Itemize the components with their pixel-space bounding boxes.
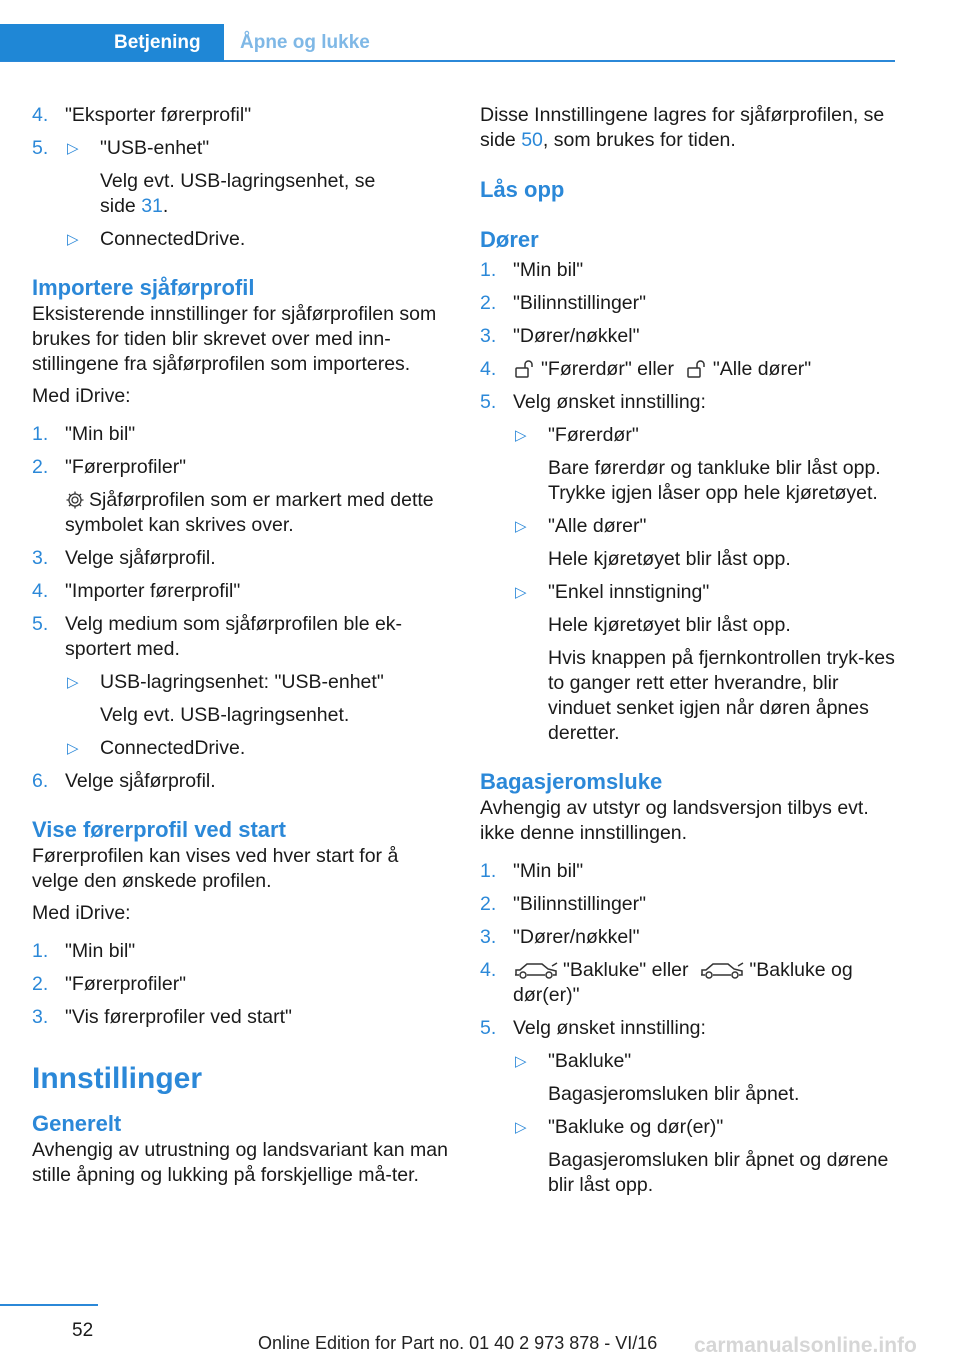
list-continuation: Bagasjeromsluken blir åpnet og dørene blir låst opp. <box>548 1149 889 1196</box>
list-item <box>480 291 896 316</box>
list-text: "Vis førerprofiler ved start" <box>65 1006 292 1028</box>
list-text: "Førerdør" <box>548 424 639 446</box>
sub-list-item <box>480 423 896 448</box>
list-number: 5. <box>32 613 49 635</box>
list-text: USB-lagringsenhet: "USB-enhet" <box>100 671 384 693</box>
list-text: "Førerprofiler" <box>65 456 187 478</box>
right-column <box>480 103 896 1198</box>
list-item <box>32 422 448 447</box>
list-number: 2. <box>480 893 497 915</box>
list-number: 2. <box>480 292 497 314</box>
unlock-icon <box>513 359 537 379</box>
car-trunk-icon <box>699 962 745 980</box>
bullet-triangle-icon: ▷ <box>67 140 79 157</box>
list-number: 3. <box>32 547 49 569</box>
bullet-triangle-icon: ▷ <box>515 584 527 601</box>
paragraph <box>480 103 896 153</box>
list-text: "Dører/nøkkel" <box>513 926 640 948</box>
list-text: Velg ønsket innstilling: <box>513 391 706 413</box>
list-continuation: Bagasjeromsluken blir åpnet. <box>548 1083 800 1105</box>
section-heading: Lås opp <box>480 177 565 202</box>
list-number: 1. <box>32 940 49 962</box>
list-item <box>480 258 896 283</box>
paragraph: Med iDrive: <box>32 902 131 924</box>
sub-list-item <box>480 580 896 605</box>
text: . <box>162 195 169 217</box>
list-text: Velge sjåførprofil. <box>65 770 216 792</box>
list-text: "Bilinnstillinger" <box>513 292 647 314</box>
list-item <box>32 939 448 964</box>
list-text: "Min bil" <box>513 860 584 882</box>
list-text: Velg ønsket innstilling: <box>513 1017 706 1039</box>
list-number: 4. <box>32 580 49 602</box>
edition-text: Online Edition for Part no. 01 40 2 973 878 - VI/16 <box>258 1333 658 1353</box>
list-text: "Bakluke" <box>548 1050 632 1072</box>
paragraph: Med iDrive: <box>32 385 131 407</box>
list-continuation: Velg evt. USB-lagringsenhet. <box>100 704 350 726</box>
list-number: 3. <box>480 325 497 347</box>
list-item <box>480 859 896 884</box>
list-continuation: Bare førerdør og tankluke blir låst opp. Trykke igjen låser opp hele kjøretøyet. <box>548 457 881 504</box>
list-item <box>32 1005 448 1030</box>
left-column <box>32 103 448 1195</box>
list-text: Velge sjåførprofil. <box>65 547 216 569</box>
page-link[interactable]: 31 <box>141 195 163 217</box>
gear-icon <box>65 490 85 510</box>
subsection-heading: Dører <box>480 227 539 252</box>
list-item <box>480 357 896 382</box>
list-text: "Alle dører" <box>548 515 647 537</box>
list-number: 1. <box>480 860 497 882</box>
list-note <box>32 488 448 538</box>
list-item <box>32 136 448 161</box>
paragraph: Førerprofilen kan vises ved hver start for å velge den ønskede profilen. <box>32 845 399 892</box>
section-heading: Vise førerprofil ved start <box>32 817 286 842</box>
list-number: 4. <box>32 104 49 126</box>
sub-list-item <box>32 227 448 252</box>
list-number: 3. <box>480 926 497 948</box>
list-text: "Min bil" <box>513 259 584 281</box>
page-header <box>0 24 895 62</box>
watermark: carmanualsonline.info <box>694 1334 917 1357</box>
list-number: 1. <box>32 423 49 445</box>
paragraph: Avhengig av utstyr og landsversjon tilbys evt. ikke denne innstillingen. <box>480 797 869 844</box>
sub-list-item <box>480 514 896 539</box>
unlock-icon <box>685 359 709 379</box>
list-item <box>32 612 448 662</box>
list-item <box>32 972 448 997</box>
section-heading: Importere sjåførprofil <box>32 275 255 300</box>
list-item <box>480 892 896 917</box>
list-continuation: Velg evt. USB-lagringsenhet, se <box>100 170 376 192</box>
list-item <box>480 390 896 415</box>
footer-rule <box>0 1304 98 1306</box>
list-item <box>32 769 448 794</box>
bullet-triangle-icon: ▷ <box>515 427 527 444</box>
sub-list-item <box>32 670 448 695</box>
list-number: 3. <box>32 1006 49 1028</box>
sub-list-item <box>32 736 448 761</box>
text: , som brukes for tiden. <box>542 129 736 151</box>
list-text: ConnectedDrive. <box>100 737 246 759</box>
list-item <box>480 1016 896 1041</box>
list-number: 2. <box>32 973 49 995</box>
paragraph: Eksisterende innstillinger for sjåførprofilen som brukes for tiden blir skrevet over med inn-stillingene fra sjåførprofilen som importeres. <box>32 303 437 375</box>
bullet-triangle-icon: ▷ <box>515 1053 527 1070</box>
list-text: Velg medium som sjåførprofilen ble ek-sportert med. <box>65 613 403 660</box>
section-tab-inactive: Åpne og lukke <box>240 32 370 53</box>
list-text: "Førerdør" eller <box>541 358 675 380</box>
list-number: 2. <box>32 456 49 478</box>
list-number: 5. <box>480 391 497 413</box>
list-text: "Eksporter førerprofil" <box>65 104 252 126</box>
list-text: "Bakluke" eller <box>563 959 689 981</box>
bullet-triangle-icon: ▷ <box>67 231 79 248</box>
list-continuation: Hele kjøretøyet blir låst opp. <box>548 614 791 636</box>
list-item <box>32 103 448 128</box>
chapter-heading: Innstillinger <box>32 1062 203 1095</box>
list-item <box>32 455 448 480</box>
list-text: "Bakluke og dør(er)" <box>548 1116 724 1138</box>
sub-list-item <box>480 1049 896 1074</box>
list-item <box>32 546 448 571</box>
list-number: 5. <box>480 1017 497 1039</box>
list-text: "USB-enhet" <box>100 137 210 159</box>
bullet-triangle-icon: ▷ <box>67 740 79 757</box>
page-number: 52 <box>72 1320 94 1341</box>
text: Disse Innstillingene lagres for sjåførprofilen, se side <box>480 104 885 151</box>
list-number: 4. <box>480 959 497 981</box>
list-continuation: Hvis knappen på fjernkontrollen tryk-kes to ganger rett etter hverandre, blir vinduet senket igjen når døren åpnes deretter. <box>548 647 895 744</box>
bullet-triangle-icon: ▷ <box>67 674 79 691</box>
bullet-triangle-icon: ▷ <box>515 1119 527 1136</box>
section-tab-active: Betjening <box>0 24 224 61</box>
list-text: "Førerprofiler" <box>65 973 187 995</box>
paragraph: Avhengig av utrustning og landsvariant kan man stille åpning og lukking på forskjellige må-ter. <box>32 1139 448 1186</box>
list-item <box>480 925 896 950</box>
list-continuation <box>32 194 448 219</box>
car-trunk-icon <box>513 962 559 980</box>
section-heading: Generelt <box>32 1111 122 1136</box>
list-text: "Min bil" <box>65 940 136 962</box>
list-text: "Enkel innstigning" <box>548 581 710 603</box>
subsection-heading: Bagasjeromsluke <box>480 769 663 794</box>
list-number: 4. <box>480 358 497 380</box>
list-number: 6. <box>32 770 49 792</box>
sub-list-item <box>480 1115 896 1140</box>
bullet-triangle-icon: ▷ <box>515 518 527 535</box>
page-link[interactable]: 50 <box>521 129 543 151</box>
list-text: "Bilinnstillinger" <box>513 893 647 915</box>
list-item <box>32 579 448 604</box>
note-text: Sjåførprofilen som er markert med dette symbolet kan skrives over. <box>65 489 434 536</box>
list-text: "Bakluke og dør(er)" <box>513 959 853 1006</box>
list-text: "Alle dører" <box>712 358 812 380</box>
list-item <box>480 958 896 1008</box>
list-number: 1. <box>480 259 497 281</box>
list-text: "Dører/nøkkel" <box>513 325 640 347</box>
list-number: 5. <box>32 137 49 159</box>
list-continuation: Hele kjøretøyet blir låst opp. <box>548 548 791 570</box>
list-text: "Min bil" <box>65 423 136 445</box>
text: side <box>100 195 142 217</box>
list-text: ConnectedDrive. <box>100 228 246 250</box>
list-text: "Importer førerprofil" <box>65 580 241 602</box>
list-item <box>480 324 896 349</box>
